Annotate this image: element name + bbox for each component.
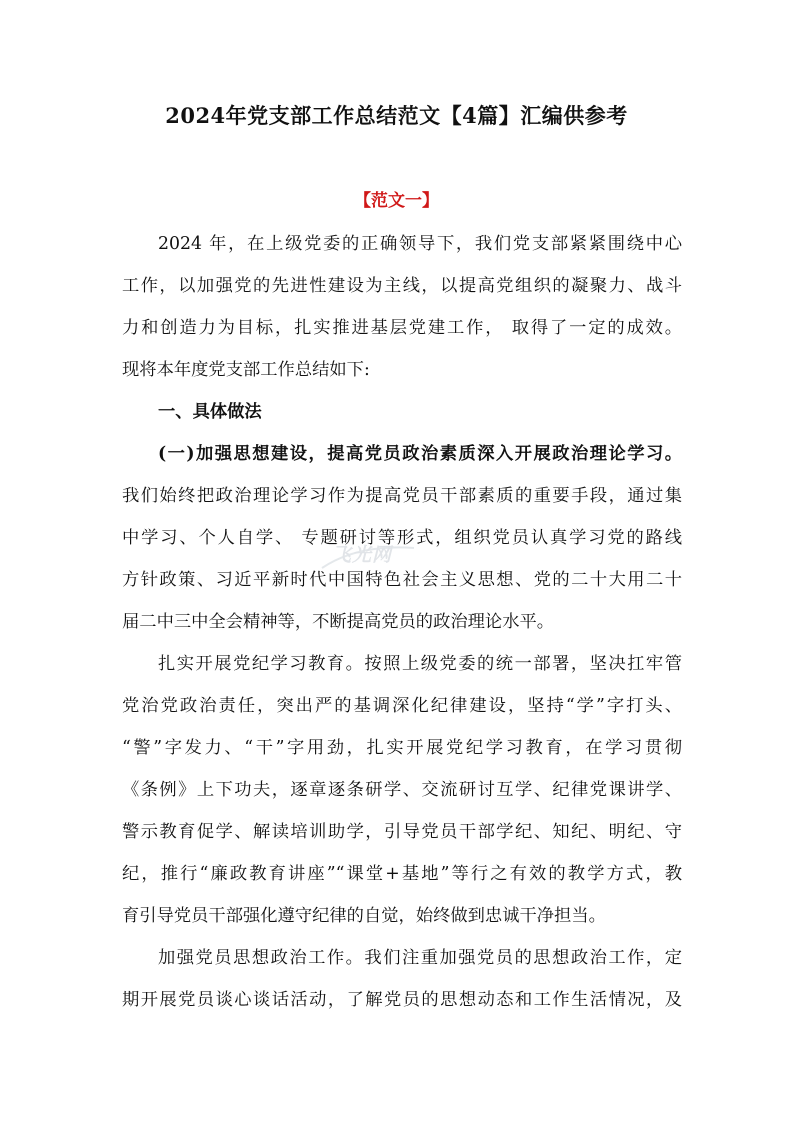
paragraph-line: 扎实开展党纪学习教育。按照上级党委的统一部署，坚决扛牢管 [158, 654, 682, 674]
section-heading-line: 一、具体做法 [158, 402, 262, 422]
paragraph-line: 现将本年度党支部工作总结如下: [122, 360, 370, 380]
document-title: 2024年党支部工作总结范文【4篇】汇编供参考 [165, 103, 628, 128]
paragraph-line: “警”字发力、“干”字用劲，扎实开展党纪学习教育，在学习贯彻 [122, 738, 682, 758]
paragraph-line: 党治党政治责任，突出严的基调深化纪律建设，坚持“学”字打头、 [122, 696, 682, 716]
paragraph-line: 中学习、个人自学、 专题研讨等形式，组织党员认真学习党的路线 [122, 528, 682, 548]
paragraph-line: 工作，以加强党的先进性建设为主线，以提高党组织的凝聚力、战斗 [122, 276, 682, 296]
paragraph-line: 纪，推行“廉政教育讲座”“课堂+基地”等行之有效的教学方式，教 [122, 864, 682, 884]
paragraph-line: 届二中三中全会精神等，不断提高党员的政治理论水平。 [122, 612, 555, 632]
paragraph-line: 期开展党员谈心谈话活动，了解党员的思想动态和工作生活情况，及 [122, 990, 682, 1010]
paragraph-line: 《条例》上下功夫，逐章逐条研学、交流研讨互学、纪律党课讲学、 [122, 780, 682, 800]
paragraph-line: 2024 年，在上级党委的正确领导下，我们党支部紧紧围绕中心 [158, 234, 682, 254]
paragraph-line: 育引导党员干部强化遵守纪律的自觉，始终做到忠诚干净担当。 [122, 906, 606, 926]
paragraph-line: 警示教育促学、解读培训助学，引导党员干部学纪、知纪、明纪、守 [122, 822, 682, 842]
watermark-text: 飞光网 [332, 544, 393, 566]
section-heading: 【范文一】 [354, 191, 439, 211]
paragraph-line: 加强党员思想政治工作。我们注重加强党员的思想政治工作，定 [158, 948, 682, 968]
paragraph-line: 我们始终把政治理论学习作为提高党员干部素质的重要手段，通过集 [122, 486, 682, 506]
subsection-heading-line: (一)加强思想建设，提高党员政治素质深入开展政治理论学习。 [158, 444, 682, 464]
paragraph-line: 力和创造力为目标，扎实推进基层党建工作， 取得了一定的成效。 [122, 318, 682, 338]
paragraph-line: 方针政策、习近平新时代中国特色社会主义思想、党的二十大用二十 [122, 570, 682, 590]
